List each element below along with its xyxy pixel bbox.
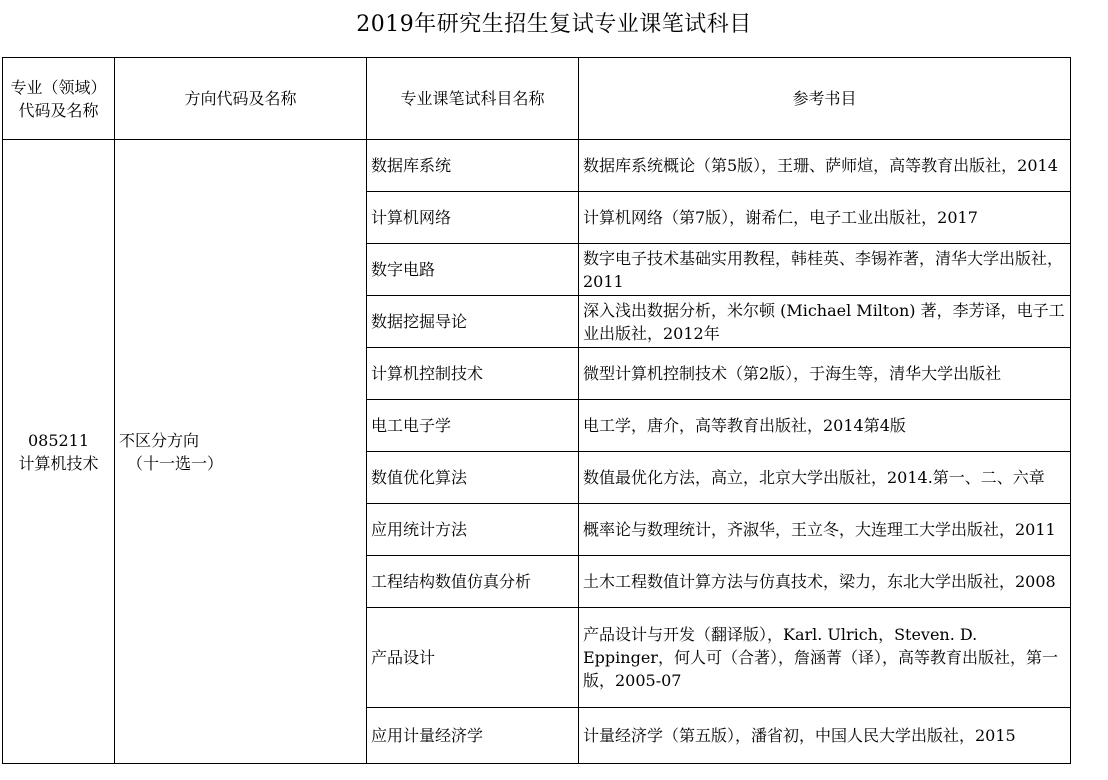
- header-major-line2: 代码及名称: [18, 100, 99, 120]
- reference-cell: 概率论与数理统计，齐淑华，王立冬，大连理工大学出版社，2011: [579, 504, 1071, 556]
- subject-cell: 数据挖掘导论: [367, 296, 579, 348]
- reference-cell: 数字电子技术基础实用教程，韩桂英、李锡祚著，清华大学出版社，2011: [579, 244, 1071, 296]
- reference-cell: 电工学，唐介，高等教育出版社，2014第4版: [579, 400, 1071, 452]
- direction-cell: [115, 140, 367, 764]
- direction-line1: 不区分方向: [119, 430, 200, 450]
- header-reference: 参考书目: [579, 58, 1071, 140]
- table-row: [3, 140, 1071, 192]
- table-header-row: [3, 58, 1071, 140]
- reference-cell: 产品设计与开发（翻译版），Karl. Ulrich，Steven. D. Eppinger，何人可（合著），詹涵菁（译），高等教育出版社，第一版，2005-07: [579, 608, 1071, 708]
- reference-cell: 计量经济学（第五版），潘省初，中国人民大学出版社，2015: [579, 708, 1071, 764]
- header-subject: 专业课笔试科目名称: [367, 58, 579, 140]
- major-cell: [3, 140, 115, 764]
- reference-cell: 微型计算机控制技术（第2版），于海生等，清华大学出版社: [579, 348, 1071, 400]
- header-major-line1: 专业（领域）: [10, 77, 107, 97]
- subject-cell: 数值优化算法: [367, 452, 579, 504]
- subject-cell: 数字电路: [367, 244, 579, 296]
- direction-line2: （十一选一）: [127, 453, 224, 473]
- exam-subjects-table: [2, 57, 1071, 764]
- header-major: [3, 58, 115, 140]
- major-name: 计算机技术: [18, 453, 99, 473]
- major-code: 085211: [27, 430, 90, 450]
- subject-cell: 电工电子学: [367, 400, 579, 452]
- reference-cell: 计算机网络（第7版），谢希仁，电子工业出版社，2017: [579, 192, 1071, 244]
- reference-cell: 数值最优化方法，高立，北京大学出版社，2014.第一、二、六章: [579, 452, 1071, 504]
- subject-cell: 应用计量经济学: [367, 708, 579, 764]
- page-title: 2019年研究生招生复试专业课笔试科目: [356, 12, 752, 37]
- reference-cell: 深入浅出数据分析，米尔顿 (Michael Milton) 著，李芳译，电子工业出版社，2012年: [579, 296, 1071, 348]
- header-direction: 方向代码及名称: [115, 58, 367, 140]
- subject-cell: 计算机网络: [367, 192, 579, 244]
- subject-cell: 数据库系统: [367, 140, 579, 192]
- reference-cell: 土木工程数值计算方法与仿真技术，梁力，东北大学出版社，2008: [579, 556, 1071, 608]
- subject-cell: 应用统计方法: [367, 504, 579, 556]
- subject-cell: 产品设计: [367, 608, 579, 708]
- reference-cell: 数据库系统概论（第5版），王珊、萨师煊，高等教育出版社，2014: [579, 140, 1071, 192]
- subject-cell: 计算机控制技术: [367, 348, 579, 400]
- subject-cell: 工程结构数值仿真分析: [367, 556, 579, 608]
